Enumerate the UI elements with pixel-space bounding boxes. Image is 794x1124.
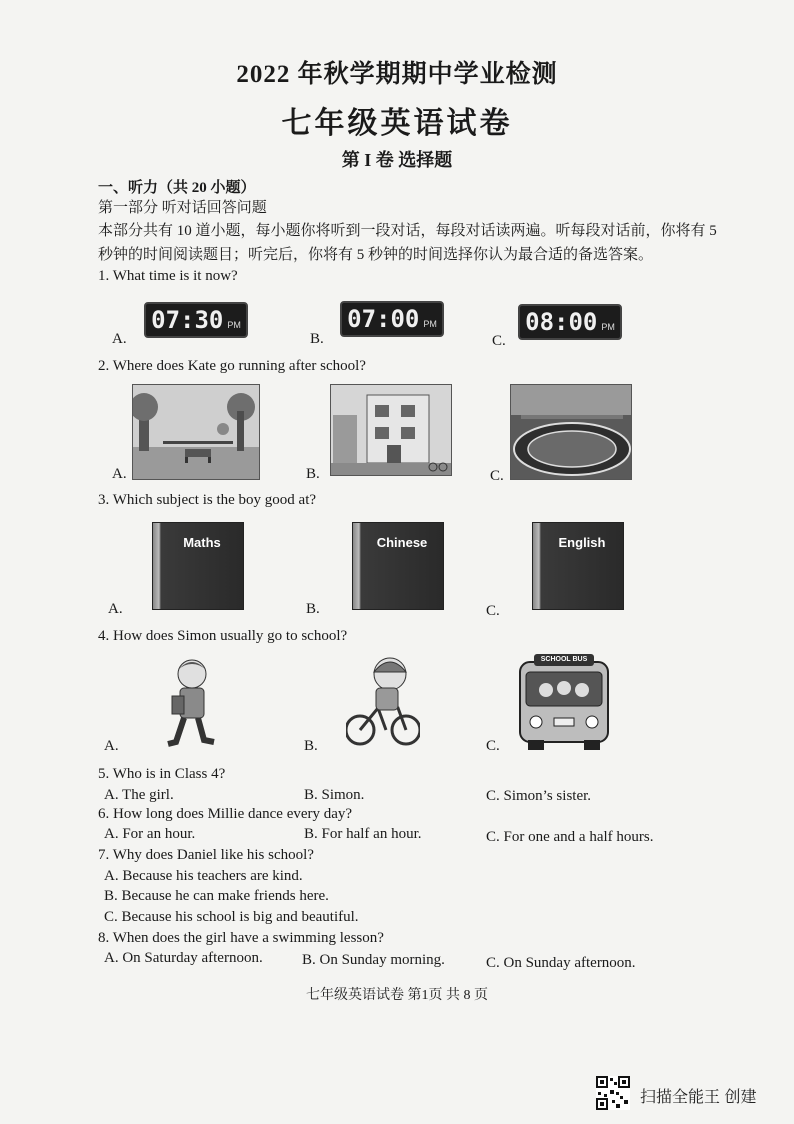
question-4: 4. How does Simon usually go to school? — [98, 628, 348, 644]
q5-option-c: C. Simon’s sister. — [486, 788, 592, 804]
clock-a-pm: PM — [227, 320, 241, 330]
page-footer: 七年级英语试卷 第1页 共 8 页 — [306, 988, 488, 1003]
part-heading: 第一部分 听对话回答问题 — [98, 200, 267, 216]
q5-option-b: B. Simon. — [304, 787, 365, 803]
q1-option-c-letter: C. — [492, 333, 506, 349]
q1-option-b-letter: B. — [310, 331, 324, 347]
q1-clock-b — [340, 301, 444, 337]
question-2: 2. Where does Kate go running after school? — [98, 358, 366, 374]
park-picture — [132, 384, 260, 480]
english-book — [532, 522, 624, 610]
walking-boy-picture — [160, 656, 220, 750]
q7-option-c: C. Because his school is big and beautiful. — [104, 909, 359, 925]
clock-c-time: 08:00 — [525, 308, 598, 336]
q2-option-c-letter: C. — [490, 468, 504, 484]
clock-a-time: 07:30 — [151, 306, 224, 334]
q4-option-b-letter: B. — [304, 738, 318, 754]
q1-clock-c — [518, 304, 622, 340]
cycling-boy-picture — [346, 652, 420, 750]
exam-title: 2022 年秋学期期中学业检测 — [236, 61, 558, 88]
exam-subtitle: 七年级英语试卷 — [281, 107, 513, 140]
q1-clock-a — [144, 302, 248, 338]
english-book-label: English — [558, 535, 606, 550]
q2-option-b-letter: B. — [306, 466, 320, 482]
chinese-book — [352, 522, 444, 610]
q8-option-a: A. On Saturday afternoon. — [104, 950, 263, 966]
volume-title: 第 I 卷 选择题 — [341, 150, 453, 170]
q5-option-a: A. The girl. — [104, 787, 174, 803]
section-heading: 一、听力（共 20 小题） — [98, 180, 256, 196]
bus-sign: SCHOOL BUS — [540, 656, 588, 663]
q7-option-a: A. Because his teachers are kind. — [104, 868, 303, 884]
school-bus-picture — [516, 652, 612, 752]
q8-option-b: B. On Sunday morning. — [302, 952, 445, 968]
question-5: 5. Who is in Class 4? — [98, 766, 226, 782]
playground-picture — [510, 384, 632, 480]
q7-option-b: B. Because he can make friends here. — [104, 888, 329, 904]
instructions-line-1: 本部分共有 10 道小题，每小题你将听到一段对话，每段对话读两遍。听每段对话前，你将有 5 — [98, 223, 717, 239]
q1-option-a-letter: A. — [112, 331, 127, 347]
q3-option-c-letter: C. — [486, 603, 500, 619]
instructions-line-2: 秒钟的时间阅读题目；听完后，你将有 5 秒钟的时间选择你认为最合适的备选答案。 — [98, 247, 654, 263]
q6-option-b: B. For half an hour. — [304, 826, 422, 842]
q8-option-c: C. On Sunday afternoon. — [486, 955, 636, 971]
chinese-book-label: Chinese — [376, 535, 428, 550]
question-7: 7. Why does Daniel like his school? — [98, 847, 314, 863]
clock-c-pm: PM — [601, 322, 615, 332]
maths-book — [152, 522, 244, 610]
clock-b-time: 07:00 — [347, 305, 420, 333]
q4-option-a-letter: A. — [104, 738, 119, 754]
q6-option-a: A. For an hour. — [104, 826, 196, 842]
question-6: 6. How long does Millie dance every day? — [98, 806, 353, 822]
q6-option-c: C. For one and a half hours. — [486, 829, 654, 845]
q3-option-b-letter: B. — [306, 601, 320, 617]
qr-code-icon — [596, 1076, 630, 1110]
scanner-watermark: 扫描全能王 创建 — [640, 1089, 757, 1106]
q3-option-a-letter: A. — [108, 601, 123, 617]
house-picture — [330, 384, 452, 476]
question-1: 1. What time is it now? — [98, 268, 238, 284]
question-8: 8. When does the girl have a swimming lesson? — [98, 930, 384, 946]
clock-b-pm: PM — [423, 319, 437, 329]
q4-option-c-letter: C. — [486, 738, 500, 754]
maths-book-label: Maths — [183, 535, 221, 550]
q2-option-a-letter: A. — [112, 466, 127, 482]
question-3: 3. Which subject is the boy good at? — [98, 492, 317, 508]
